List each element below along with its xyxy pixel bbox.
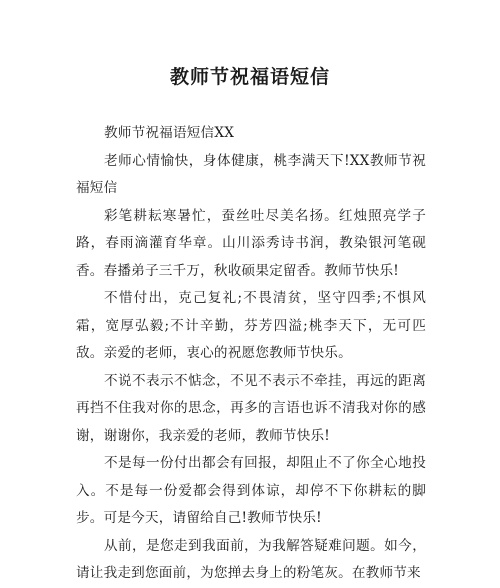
paragraph: 不说不表示不惦念，不见不表示不牵挂，再远的距离再挡不住我对你的思念，再多的言语也诉不清我对你的感谢，谢谢你，我亲爱的老师，教师节快乐!	[76, 372, 426, 444]
paragraph: 不惜付出，克己复礼;不畏清贫，坚守四季;不惧风霜，宽厚弘毅;不计辛勤，芬芳四溢;桃李天下，无可匹敌。亲爱的老师，衷心的祝愿您教师节快乐。	[76, 290, 426, 361]
document-body	[76, 120, 426, 588]
paragraph: 彩笔耕耘寒暑忙，蚕丝吐尽美名扬。红烛照亮学子路，春雨滴灌育华章。山川添秀诗书润，教染银河笔砚香。春播弟子三千万，秋收硕果定留香。教师节快乐!	[76, 207, 426, 279]
paragraph: 不是每一份付出都会有回报，却阻止不了你全心地投入。不是每一份爱都会得到体谅，却停不下你耕耘的脚步。可是今天，请留给自己!教师节快乐!	[76, 455, 426, 526]
paragraph: 从前，是您走到我面前，为我解答疑难问题。如今，请让我走到您面前，为您掸去身上的粉笔灰。在教师节来	[76, 537, 426, 581]
paragraph: 老师心情愉快，身体健康，桃李满天下!XX教师节祝福短信	[76, 152, 426, 196]
paragraph: 教师节祝福语短信XX	[104, 125, 235, 141]
document-title: 教师节祝福语短信	[169, 66, 330, 88]
